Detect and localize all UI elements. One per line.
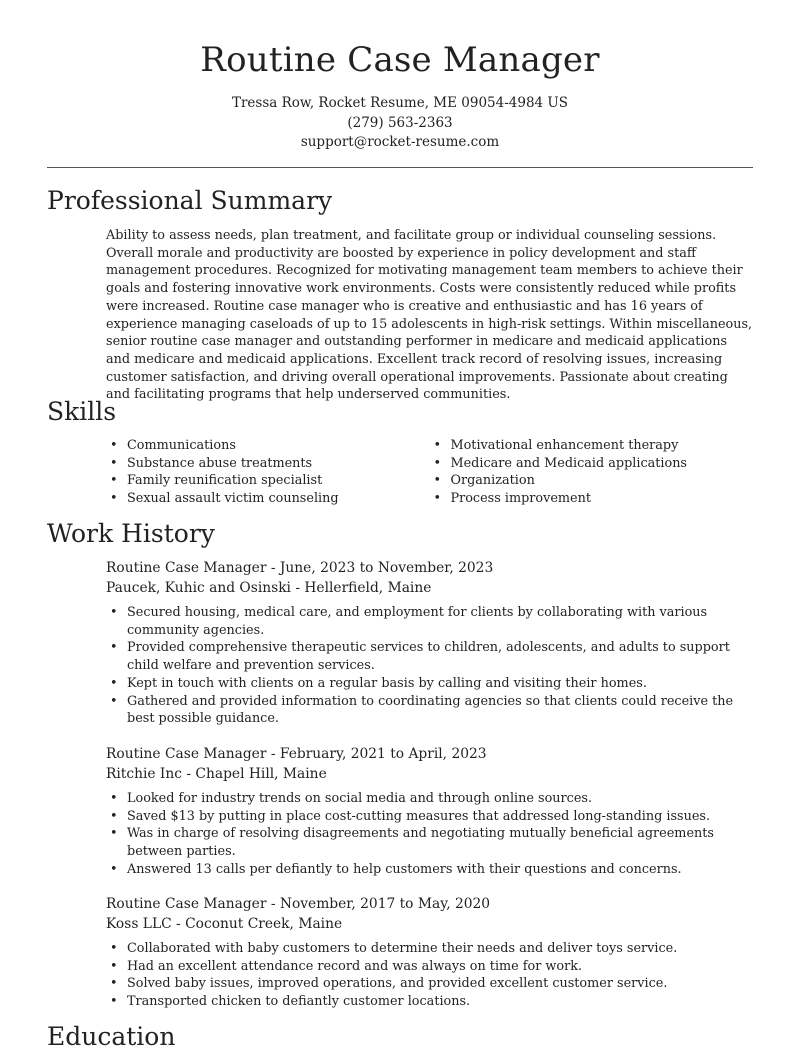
job-title-dates: Routine Case Manager - February, 2021 to April, 2023: [106, 746, 487, 762]
summary-text: Ability to assess needs, plan treatment, and facilitate group or individual counseling sessions. Overall morale and productivity are boosted by experience in policy development and staff management procedures. Recognized for motivating management team members to achieve their goals and fostering innovative work environments. Costs were consistently reduced while profits were increased. Routine case manager who is creative and enthusiastic and has 16 years of experience managing caseloads of up to 15 adolescents in high-risk settings. Within miscellaneous, senior routine case manager and outstanding performer in medicare and medicaid applications and medicare and medicaid applications. Excellent track record of resolving issues, increasing customer satisfaction, and driving overall operational improvements. Passionate about creating and facilitating programs that help underserved communities.: [106, 228, 753, 403]
skill-item: • Medicare and Medicaid applications: [451, 455, 754, 473]
section-heading-work-history: Work History: [47, 519, 215, 548]
skill-item: • Communications: [127, 437, 430, 455]
skill-item: • Process improvement: [451, 490, 754, 508]
job-bullets: [106, 604, 754, 728]
job-bullet: • Looked for industry trends on social media and through online sources.: [127, 790, 754, 808]
section-heading-summary: Professional Summary: [47, 186, 333, 215]
job-bullet: • Was in charge of resolving disagreements and negotiating mutually beneficial agreements between parties.: [127, 825, 754, 860]
job-entry: [106, 894, 754, 1011]
job-company-location: Koss LLC - Coconut Creek, Maine: [106, 916, 343, 932]
job-bullet: • Provided comprehensive therapeutic services to children, adolescents, and adults to support child welfare and prevention services.: [127, 639, 754, 674]
contact-address: Tressa Row, Rocket Resume, ME 09054-4984 US: [231, 95, 569, 111]
job-entry: [106, 744, 754, 879]
job-entry: [106, 558, 754, 728]
job-bullet: • Solved baby issues, improved operations, and provided excellent customer service.: [127, 975, 754, 993]
skill-item: • Motivational enhancement therapy: [451, 437, 754, 455]
job-title-dates: Routine Case Manager - June, 2023 to November, 2023: [106, 560, 494, 576]
skills-list: [106, 437, 753, 508]
skills-column-left: [106, 437, 430, 508]
job-bullet: • Collaborated with baby customers to determine their needs and deliver toys service.: [127, 940, 754, 958]
job-bullet: • Answered 13 calls per defiantly to help customers with their questions and concerns.: [127, 861, 754, 879]
job-company-location: Ritchie Inc - Chapel Hill, Maine: [106, 766, 327, 782]
section-heading-skills: Skills: [47, 397, 117, 426]
job-bullet: • Kept in touch with clients on a regular basis by calling and visiting their homes.: [127, 675, 754, 693]
job-bullet: • Saved $13 by putting in place cost-cutting measures that addressed long-standing issues.: [127, 808, 754, 826]
skills-column-right: [430, 437, 754, 508]
contact-info: [47, 94, 753, 153]
skill-item: • Family reunification specialist: [127, 472, 430, 490]
contact-email: support@rocket-resume.com: [300, 134, 500, 150]
job-bullet: • Secured housing, medical care, and employment for clients by collaborating with various community agencies.: [127, 604, 754, 639]
job-title-dates: Routine Case Manager - November, 2017 to May, 2020: [106, 896, 491, 912]
job-bullets: [106, 940, 754, 1011]
section-heading-education: Education: [47, 1022, 176, 1051]
job-bullet: • Gathered and provided information to coordinating agencies so that clients could receive the best possible guidance.: [127, 693, 754, 728]
header-divider: [47, 167, 753, 168]
job-bullet: • Transported chicken to defiantly customer locations.: [127, 993, 754, 1011]
skill-item: • Substance abuse treatments: [127, 455, 430, 473]
skill-item: • Organization: [451, 472, 754, 490]
contact-phone: (279) 563-2363: [347, 114, 453, 131]
resume-name: Routine Case Manager: [200, 40, 600, 80]
skill-item: • Sexual assault victim counseling: [127, 490, 430, 508]
job-bullets: [106, 790, 754, 879]
job-bullet: • Had an excellent attendance record and was always on time for work.: [127, 958, 754, 976]
job-company-location: Paucek, Kuhic and Osinski - Hellerfield, Maine: [106, 580, 432, 596]
